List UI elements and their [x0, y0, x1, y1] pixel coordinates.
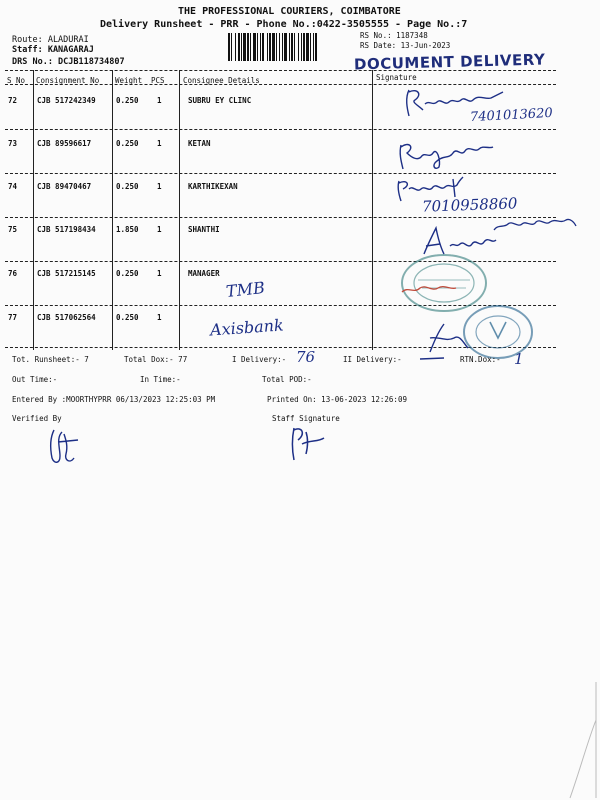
phone-handwriting-row-72: 7401013620	[469, 105, 554, 126]
staff-label: Staff: KANAGARAJ	[12, 45, 94, 55]
row-weight: 1.850	[116, 225, 139, 234]
rtn-dox-value: 1	[514, 350, 524, 368]
row-consignment: CJB 517215145	[37, 269, 96, 278]
row-weight: 0.250	[116, 269, 139, 278]
document-delivery-stamp: DOCUMENT DELIVERY	[353, 50, 546, 74]
company-title: THE PROFESSIONAL COURIERS, COIMBATORE	[178, 6, 401, 17]
row-sno: 77	[8, 313, 18, 322]
row-consignee: SUBRU EY CLINC	[188, 96, 252, 105]
row-consignment: CJB 517198434	[37, 225, 96, 234]
staff-signature	[286, 420, 330, 464]
out-time-label: Out Time:-	[12, 375, 58, 384]
phone-handwriting-row-74: 7010958860	[421, 194, 518, 216]
drs-number: DRS No.: DCJB118734807	[12, 57, 125, 67]
col-divider	[179, 70, 180, 350]
signature-row-73	[395, 135, 505, 175]
row-pcs: 1	[157, 269, 162, 278]
row-sno: 75	[8, 225, 18, 234]
row-sno: 73	[8, 139, 18, 148]
total-pod-label: Total POD:-	[262, 375, 312, 384]
row-sno: 76	[8, 269, 18, 278]
total-runsheet: Tot. Runsheet:- 7	[12, 355, 89, 364]
row-consignee: KETAN	[188, 139, 211, 148]
row-weight: 0.250	[116, 96, 139, 105]
staff-signature-label: Staff Signature	[272, 414, 340, 423]
handwriting-row-76: TMB	[225, 278, 266, 301]
col-header-sno: S No	[7, 76, 26, 85]
row-consignment: CJB 89470467	[37, 182, 92, 191]
row-consignee: SHANTHI	[188, 225, 220, 234]
verified-by-label: Verified By	[12, 414, 62, 423]
in-time-label: In Time:-	[140, 375, 181, 384]
col-divider	[112, 70, 113, 350]
entered-by: Entered By :MOORTHYPRR 06/13/2023 12:25:03 PM	[12, 395, 216, 404]
row-pcs: 1	[157, 96, 162, 105]
row-pcs: 1	[157, 313, 162, 322]
row-pcs: 1	[157, 139, 162, 148]
printed-on: Printed On: 13-06-2023 12:26:09	[267, 395, 407, 404]
rs-number: RS No.: 1187348	[360, 31, 428, 40]
col-header-signature: Signature	[376, 73, 417, 82]
row-weight: 0.250	[116, 313, 139, 322]
row-consignee: KARTHIKEXAN	[188, 182, 238, 191]
i-delivery-value: 76	[296, 348, 316, 366]
row-consignee: MANAGER	[188, 269, 220, 278]
row-weight: 0.250	[116, 139, 139, 148]
signature-row-77	[424, 318, 474, 358]
col-divider	[33, 70, 34, 350]
rtn-dox-label: RTN.Dox:-	[460, 355, 501, 364]
row-sno: 72	[8, 96, 18, 105]
col-header-pcs: PCS	[151, 76, 165, 85]
row-pcs: 1	[157, 182, 162, 191]
route-label: Route: ALADURAI	[12, 35, 89, 45]
runsheet-subtitle: Delivery Runsheet - PRR - Phone No.:0422-3505555 - Page No.:7	[100, 19, 468, 30]
total-dox: Total Dox:- 77	[124, 355, 188, 364]
row-consignment: CJB 89596617	[37, 139, 92, 148]
row-consignment: CJB 517242349	[37, 96, 96, 105]
row-consignment: CJB 517062564	[37, 313, 96, 322]
ii-delivery-dash	[418, 354, 448, 364]
ii-delivery-label: II Delivery:-	[343, 355, 402, 364]
i-delivery-label: I Delivery:-	[232, 355, 287, 364]
barcode	[228, 33, 356, 61]
verified-by-signature	[44, 424, 84, 468]
table-top-rule	[5, 70, 556, 71]
handwriting-row-77: Axisbank	[209, 315, 285, 340]
col-header-consignment: Consignment No	[36, 76, 100, 85]
row-sno: 74	[8, 182, 18, 191]
rs-date: RS Date: 13-Jun-2023	[360, 41, 451, 50]
signature-row-76	[398, 280, 468, 300]
page-fold-decoration	[530, 680, 600, 800]
col-header-consignee: Consignee Details	[183, 76, 260, 85]
row-weight: 0.250	[116, 182, 139, 191]
row-pcs: 1	[157, 225, 162, 234]
col-header-weight: Weight	[115, 76, 143, 85]
col-divider	[372, 70, 373, 350]
